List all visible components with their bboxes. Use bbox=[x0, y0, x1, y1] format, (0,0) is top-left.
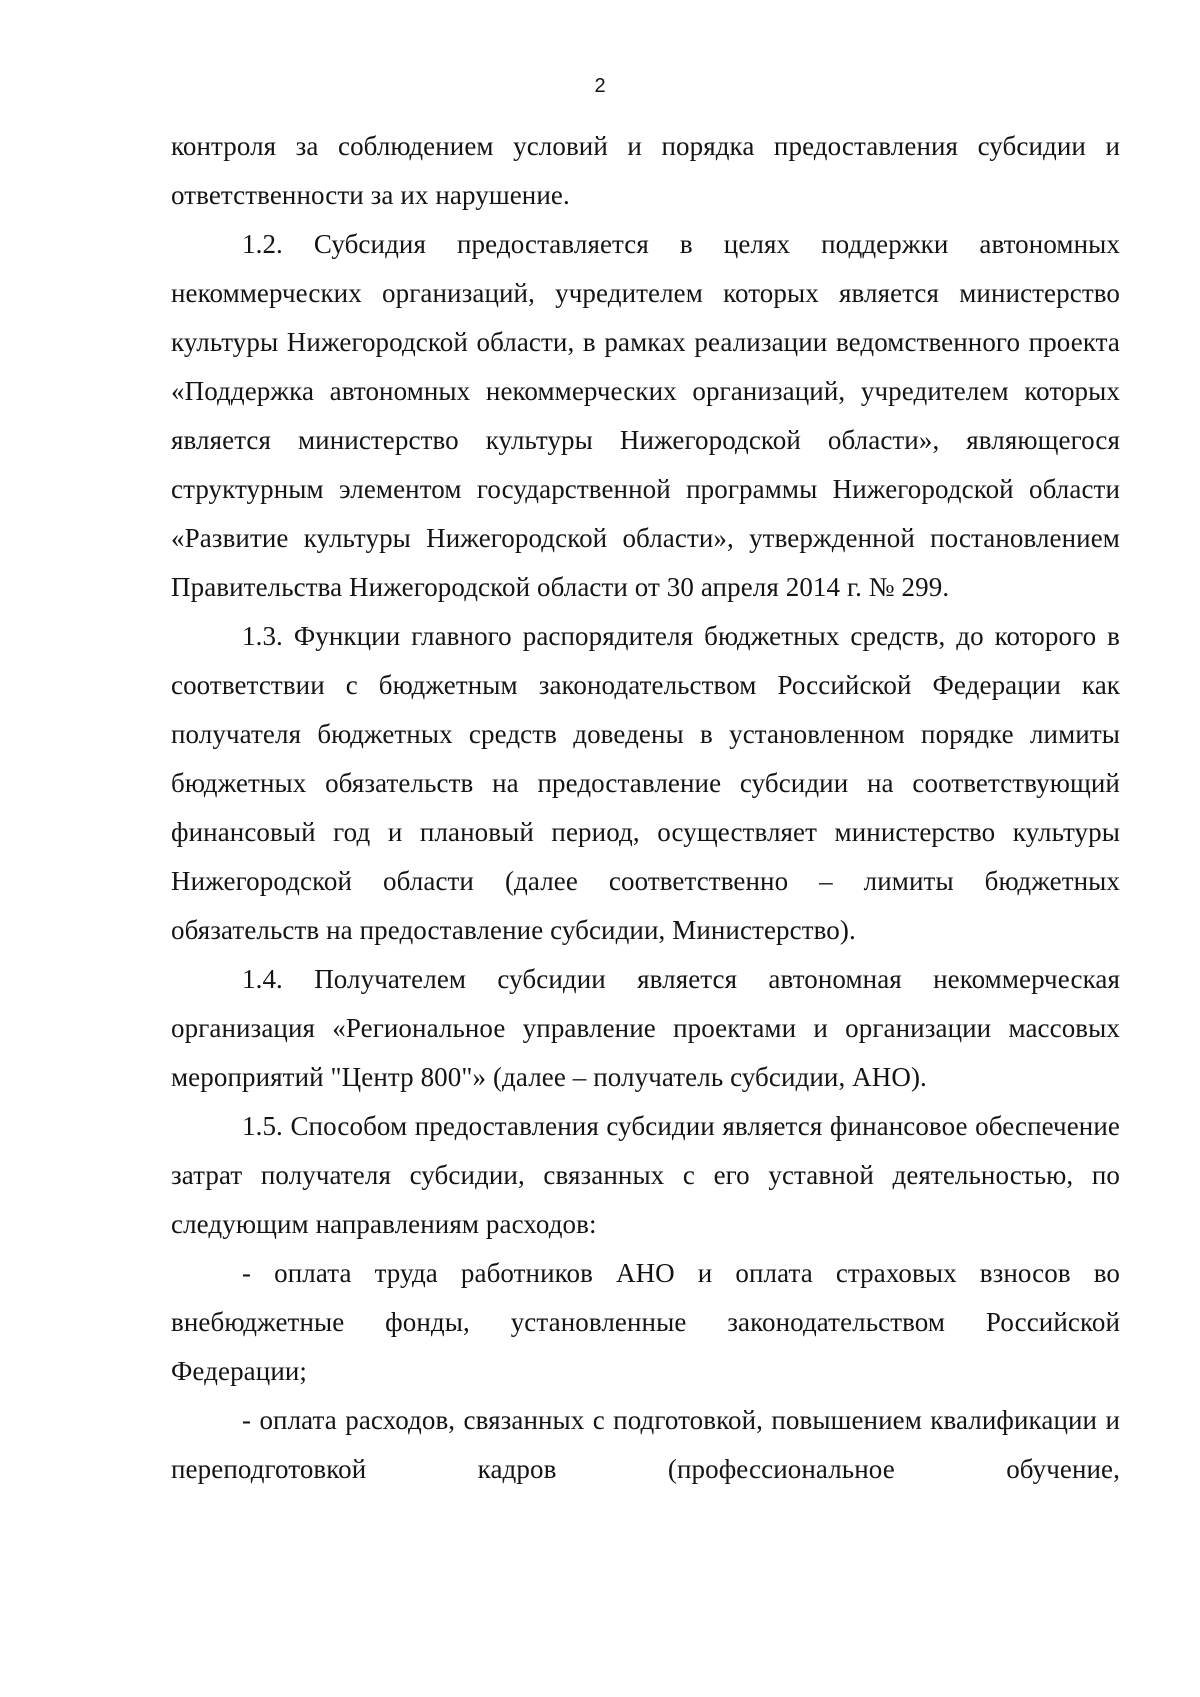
paragraph-clause-1-2: 1.2. Субсидия предоставляется в целях поддержки автономных некоммерческих организаций, учредителем которых является министерство культуры Нижегородской области, в рамках реализации ведомственного проекта «Поддержка автономных некоммерческих организаций, учредителем которых является министерство культуры Нижегородской области», являющегося структурным элементом государственной программы Нижегородской области «Развитие культуры Нижегородской области», утвержденной постановлением Правительства Нижегородской области от 30 апреля 2014 г. № 299. bbox=[171, 229, 1120, 602]
list-item-wages: - оплата труда работников АНО и оплата страховых взносов во внебюджетные фонды, установленные законодательством Российской Федерации; bbox=[171, 1258, 1120, 1386]
paragraph-clause-1-4: 1.4. Получателем субсидии является автономная некоммерческая организация «Региональное управление проектами и организации массовых мероприятий "Центр 800"» (далее – получатель субсидии, АНО). bbox=[171, 964, 1120, 1092]
list-item-training: - оплата расходов, связанных с подготовкой, повышением квалификации и переподготовкой кадров (профессиональное обучение, bbox=[171, 1405, 1120, 1484]
paragraph-clause-1-5: 1.5. Способом предоставления субсидии является финансовое обеспечение затрат получателя субсидии, связанных с его уставной деятельностью, по следующим направлениям расходов: bbox=[171, 1111, 1120, 1239]
document-body bbox=[171, 122, 1120, 1494]
paragraph-continuation: контроля за соблюдением условий и порядка предоставления субсидии и ответственности за их нарушение. bbox=[171, 131, 1120, 210]
page-number: 2 bbox=[594, 75, 606, 97]
paragraph-clause-1-3: 1.3. Функции главного распорядителя бюджетных средств, до которого в соответствии с бюджетным законодательством Российской Федерации как получателя бюджетных средств доведены в установленном порядке лимиты бюджетных обязательств на предоставление субсидии на соответствующий финансовый год и плановый период, осуществляет министерство культуры Нижегородской области (далее соответственно – лимиты бюджетных обязательств на предоставление субсидии, Министерство). bbox=[171, 621, 1120, 945]
